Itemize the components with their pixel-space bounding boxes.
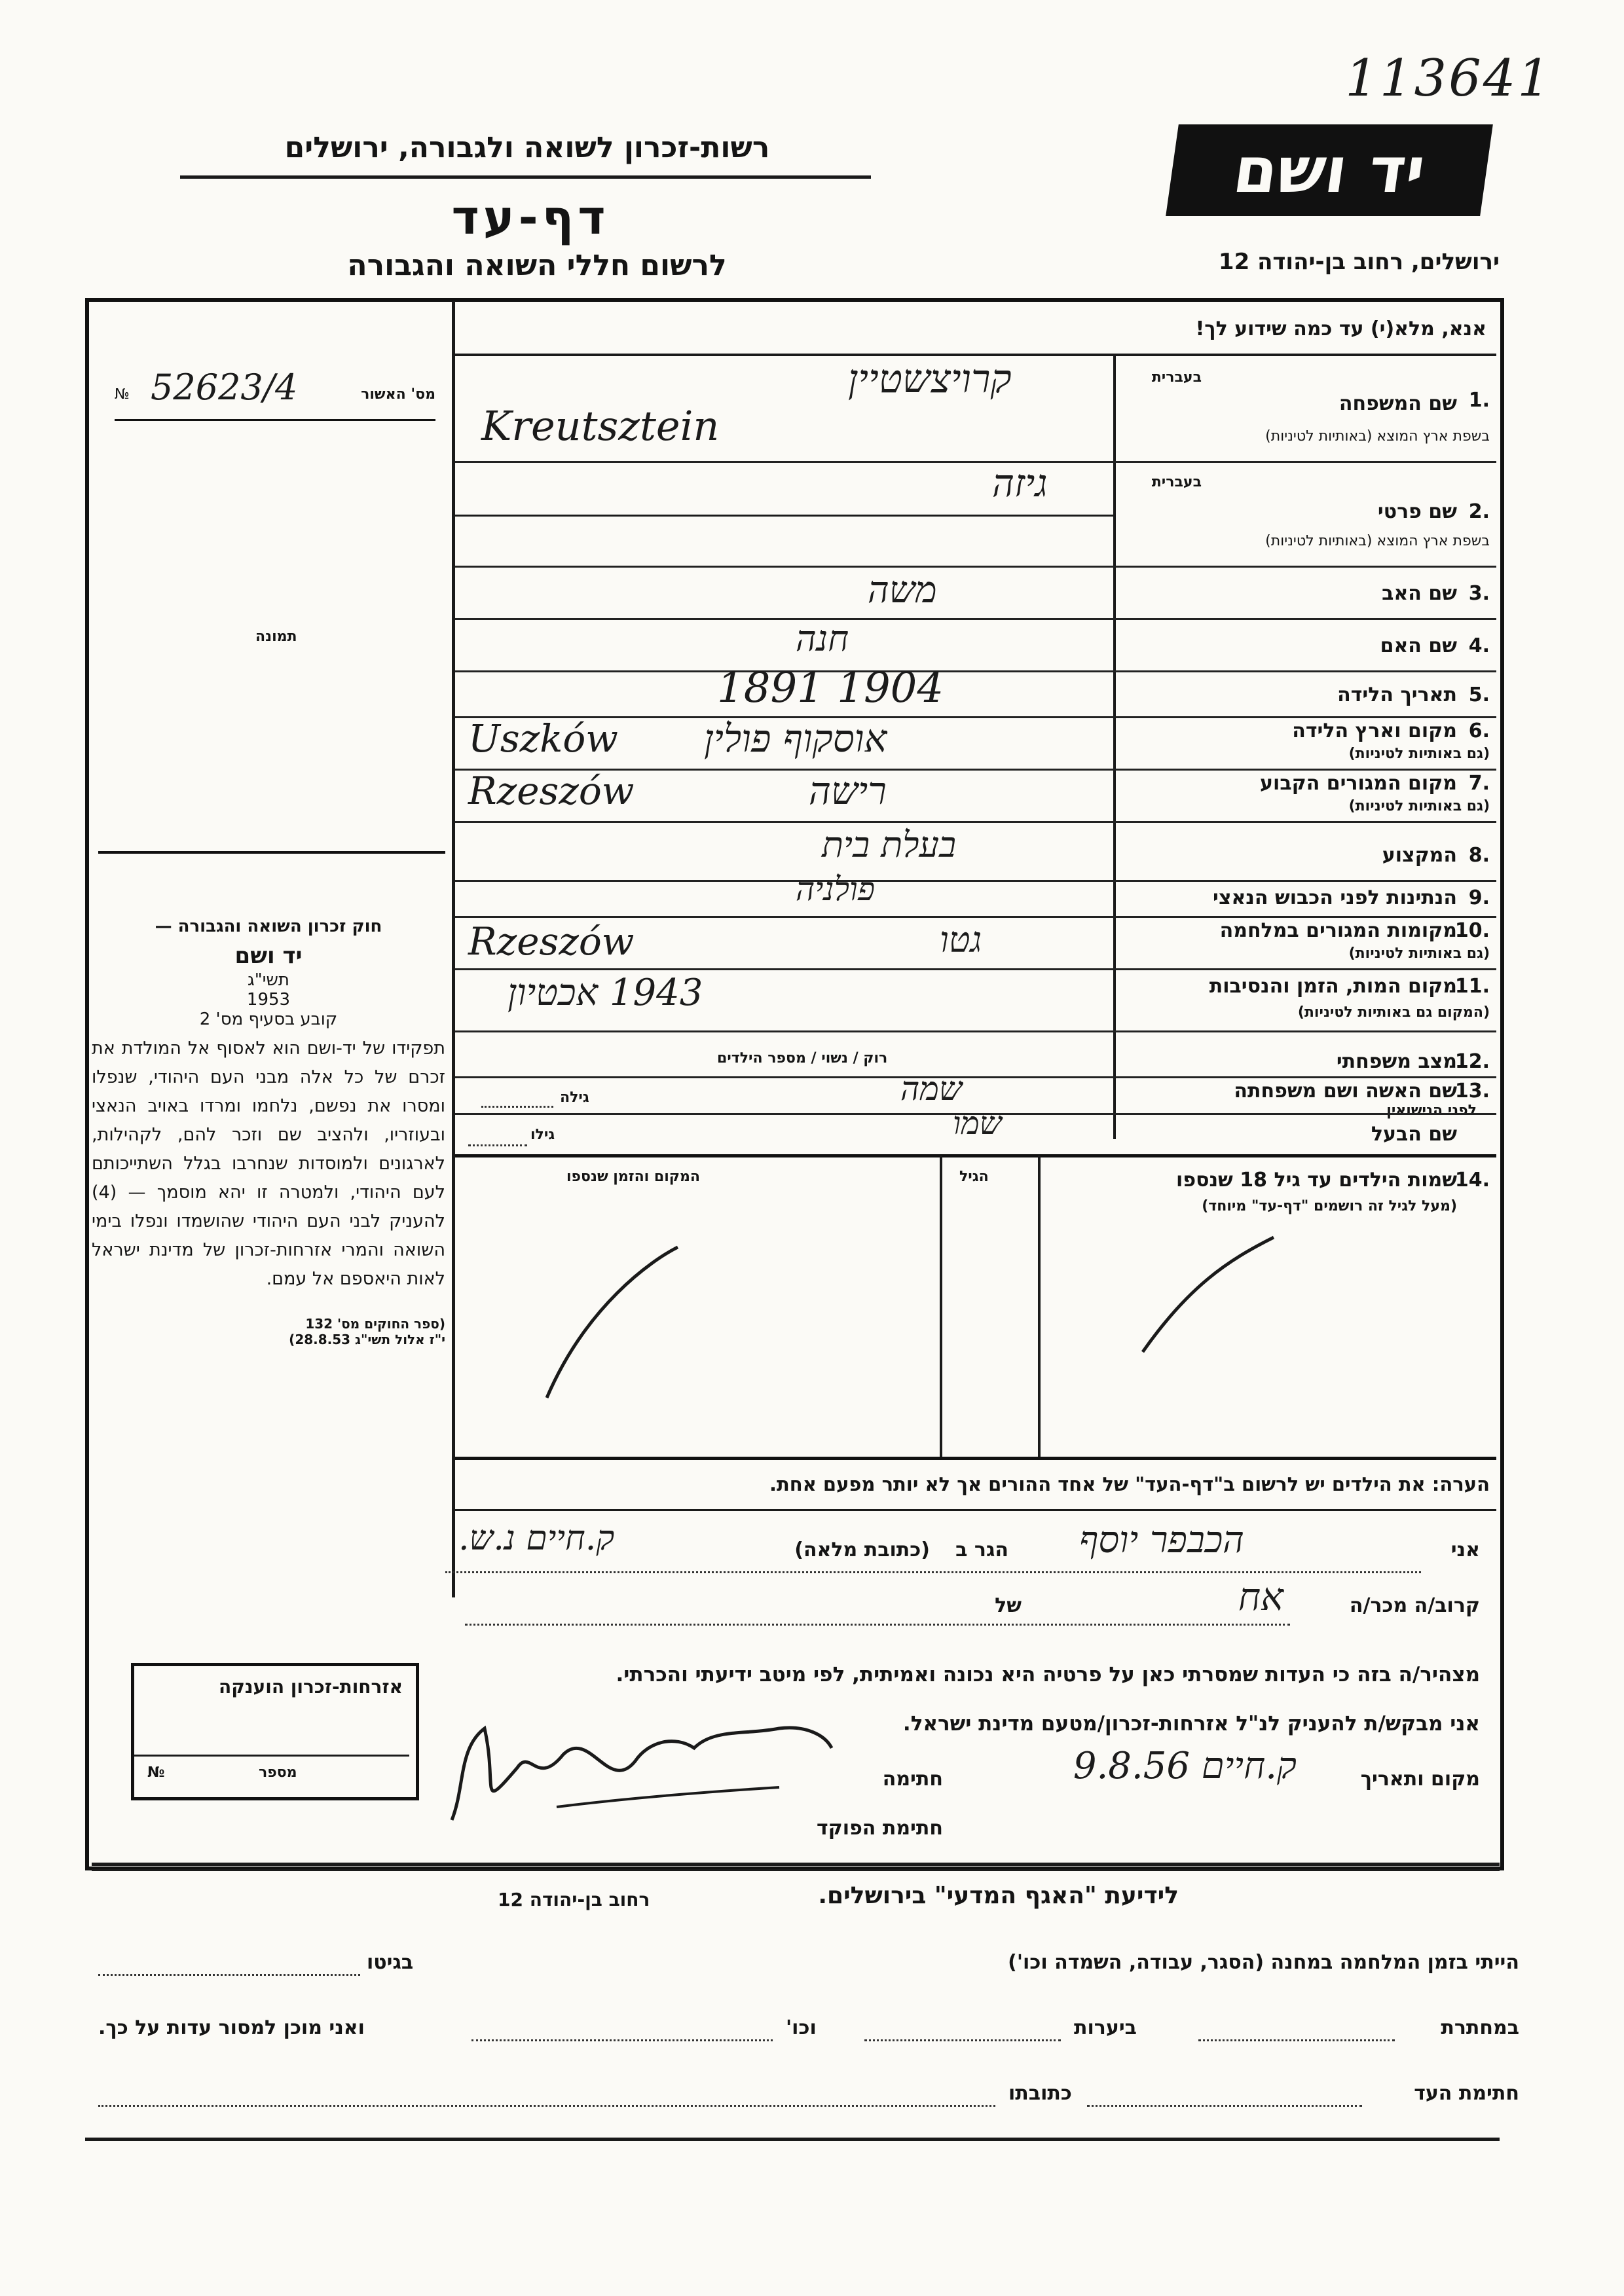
- declaration-section: [92, 1512, 1493, 1859]
- photo-box: [98, 432, 445, 854]
- certificate-box: [131, 1663, 419, 1800]
- footer-line2-end: ואני מוכן למסור עדות על כך.: [98, 2016, 365, 2039]
- law-date: י"ז אלול תשי"ג 28.8.53): [289, 1332, 445, 1347]
- children-label: שמות הילדים עד גיל 18 שנספו: [1176, 1169, 1457, 1192]
- field-row-3: [455, 566, 1496, 620]
- declaration-name: הכבפר יוסף: [1079, 1519, 1244, 1561]
- registration-label: מס' האשור: [361, 386, 435, 403]
- field-8-label: המקצוע: [1382, 844, 1457, 867]
- field-13-value: שמה: [900, 1070, 963, 1108]
- certificate-title: אזרחות-זכרון הוענקה: [219, 1676, 403, 1698]
- intro-text: אנא, מלא(י) עד כמה שידוע לך!: [1195, 318, 1486, 340]
- witness-signature: [439, 1709, 845, 1833]
- field-7-sub: (גם באותיות לטיניות): [1348, 798, 1490, 814]
- logo-text: יד ושם: [1228, 134, 1430, 207]
- registration-prefix: №: [115, 386, 130, 403]
- field-1-value: קרויצשטיין: [848, 356, 1012, 402]
- children-sub: (מעל לגיל זה רושמים "דף-עד" מיוחד): [1202, 1198, 1457, 1214]
- children-strike-marks: [455, 1156, 1496, 1457]
- field-13-sub: לפני הנישואין: [1386, 1102, 1477, 1119]
- field-12-options: רוק / נשוי / מספר הילדים: [717, 1050, 888, 1066]
- law-body: תפקידו של יד-ושם הוא לאסוף אל המולדת את זכרם של כל אלה מבני העם היהודי, שנפלו ומסרו את נפשם, נלחמו ומרדו באויב הנאצי ובעוזריו, ולהציב שם וזכר להם, לקהילות, לארגונים ולמוסדות שנחרבו בגלל השתייכותם לעם היהודי, ולמטרה זו יהא מוסמך — (4) להעניק לבני העם היהודי שהושמדו ונפלו בימי השואה והמרי אזרחות-זכרון של מדינת ישראל לאות היאספם אל עמם.: [92, 1038, 445, 1289]
- field-8-value: בעלת בית: [822, 824, 957, 866]
- field-7-value-latin: Rzeszów: [468, 769, 635, 813]
- declaration-resides: הגר ב: [955, 1539, 1008, 1561]
- header-rule: [180, 175, 871, 179]
- footer-line2-dots-b: [864, 2039, 1061, 2041]
- archive-number: 113641: [1345, 49, 1552, 108]
- footer-address: רחוב בן-יהודה 12: [498, 1889, 650, 1910]
- declaration-relation-dots: [465, 1624, 1290, 1626]
- photo-label: תמונה: [255, 629, 297, 645]
- field-13-num: 13.: [1454, 1080, 1490, 1102]
- declaration-address-value: ק.חיים נ.ש.: [458, 1519, 615, 1558]
- form-subtitle: לרשום חללי השואה והגבורה: [347, 249, 727, 282]
- field-10-sub: (גם באותיות לטיניות): [1348, 945, 1490, 962]
- husband-age-label: גילו: [530, 1127, 555, 1143]
- field-10-num: 10.: [1454, 919, 1490, 942]
- footer-line3-dots-a: [1087, 2105, 1362, 2107]
- header-address: ירושלים, רחוב בן-יהודה 12: [1218, 249, 1500, 275]
- husband-label: שם הבעל: [1371, 1123, 1457, 1146]
- officer-signature-label: חתימת הפוקד: [817, 1817, 943, 1840]
- field-1-value-latin: Kreutsztein: [481, 402, 720, 450]
- declaration-relation-value: אח: [1238, 1575, 1283, 1619]
- field-7-value: רישה: [809, 769, 887, 813]
- field-13-age-label: גילה: [560, 1089, 589, 1106]
- footer-line1: הייתי בזמן המלחמה במחנה (הסגר, עבודה, השמדה וכו'): [1008, 1951, 1519, 1974]
- field-1-tag: בעברית: [1151, 369, 1202, 386]
- law-panel: [92, 917, 445, 1347]
- declaration-top-rule: [452, 1509, 1496, 1511]
- field-10-value: גטו: [940, 919, 982, 960]
- field-4-label: שם האם: [1380, 634, 1457, 657]
- field-5-value: 1891 1904: [717, 664, 944, 712]
- declaration-request: אני מבקש/ת להעניק לנ"ל אזרחות-זכרון/מטעם מדינת ישראל.: [902, 1712, 1480, 1736]
- declaration-ani: אני: [1450, 1539, 1480, 1561]
- footer-notice-text: לידיעת "האגף המדעי" בירושלים.: [818, 1882, 1179, 1909]
- field-row-10: [455, 916, 1496, 970]
- declaration-relation-label: קרוב/ה מכר/ה: [1349, 1594, 1480, 1617]
- footer-line2-c: וכו': [786, 2016, 817, 2039]
- law-year-heb: תשי"ג: [248, 970, 289, 990]
- field-4-num: 4.: [1468, 634, 1490, 657]
- declaration-of: של: [995, 1594, 1022, 1617]
- husband-value: שמו: [953, 1105, 1002, 1142]
- field-3-label: שם האב: [1382, 582, 1457, 605]
- field-13-age-dots: [481, 1106, 553, 1108]
- fields-area: [455, 356, 1496, 1142]
- field-12-num: 12.: [1454, 1050, 1490, 1073]
- field-6-num: 6.: [1468, 720, 1490, 742]
- registration-value: 52623/4: [151, 367, 298, 408]
- field-2-num: 2.: [1468, 500, 1490, 523]
- field-5-num: 5.: [1468, 683, 1490, 706]
- footer-line2-dots-c: [471, 2039, 773, 2041]
- children-col-age: הגיל: [959, 1169, 989, 1185]
- law-source: (ספר החוקים מס' 132: [305, 1316, 445, 1332]
- field-row-2: [455, 461, 1496, 568]
- footer-line3-dots-b: [98, 2105, 995, 2107]
- field-5-label: תאריך הלידה: [1337, 683, 1457, 706]
- field-1-num: 1.: [1468, 389, 1490, 412]
- children-table: [455, 1156, 1496, 1457]
- field-1-sub: בשפת ארץ המוצא (באותיות לטיניות): [1265, 428, 1490, 445]
- law-title: חוק זכרון השואה והגבורה —: [155, 917, 382, 936]
- field-10-label: מקומות המגורים במלחמה: [1219, 919, 1457, 942]
- law-logo: יד ושם: [234, 943, 303, 969]
- field-1-label: שם המשפחה: [1338, 392, 1457, 415]
- field-2-tag: בעברית: [1151, 474, 1202, 490]
- note-text: הערה: את הילדים יש לרשום ב"דף-העד" של אחד ההורים אך לא יותר מפעם אחת.: [769, 1473, 1490, 1495]
- footer-line1-dots: [98, 1974, 360, 1976]
- certificate-number-rule: [134, 1755, 409, 1757]
- field-2-label: שם פרטי: [1377, 500, 1457, 523]
- field-9-label: הנתינות לפני הכבוש הנאצי: [1213, 886, 1457, 909]
- certificate-prefix: №: [147, 1764, 165, 1781]
- field-row-7: [455, 769, 1496, 823]
- field-12-label: מצב משפחתי: [1336, 1050, 1457, 1073]
- footer-bottom-rule: [85, 2138, 1500, 2141]
- field-6-label: מקום וארץ הלידה: [1292, 720, 1457, 742]
- field-7-label: מקום המגורים הקבוע: [1260, 772, 1457, 795]
- authority-title: רשות-זכרון לשואה ולגבורה, ירושלים: [284, 131, 770, 164]
- form-title: דף-עד: [451, 190, 610, 245]
- field-11-value: 1943 אכטיון: [507, 972, 703, 1014]
- field-row-11: [455, 968, 1496, 1032]
- field-10-value-latin: Rzeszów: [468, 919, 635, 964]
- field-6-value-latin: Uszków: [468, 716, 618, 761]
- field-4-value: חנה: [796, 618, 849, 659]
- strike-mark-2: [1143, 1237, 1274, 1352]
- field-6-sub: (גם באותיות לטיניות): [1348, 746, 1490, 762]
- declaration-place-date-value: ק.חיים 9.8.56: [1073, 1745, 1297, 1787]
- field-13-label: שם האשה ושם משפחתה: [1234, 1080, 1457, 1102]
- field-11-num: 11.: [1454, 975, 1490, 998]
- yad-vashem-logo: [1166, 124, 1493, 216]
- note-row: [455, 1457, 1496, 1512]
- children-col-place: המקום והזמן שנספו: [566, 1169, 700, 1185]
- husband-age-dots: [468, 1144, 527, 1146]
- field-row-12: [455, 1030, 1496, 1078]
- field-row-6: [455, 716, 1496, 771]
- footer-line2-b: ביערות: [1074, 2016, 1137, 2039]
- footer-line2-dots-a: [1198, 2039, 1395, 2041]
- field-3-value: משה: [868, 569, 937, 611]
- field-2-divider: [455, 515, 1113, 517]
- declaration-place-date-label: מקום ותאריך: [1360, 1768, 1480, 1791]
- children-num: 14.: [1454, 1169, 1490, 1192]
- field-3-num: 3.: [1468, 582, 1490, 605]
- footer-line3-a: חתימת העד: [1414, 2082, 1519, 2105]
- declaration-statement: מצהיר/ה בזה כי העדות שמסרתי כאן על פרטיה היא נכונה ואמיתית, לפי מיטב ידיעתי והכרתי.: [616, 1663, 1480, 1686]
- law-section: קובע בסעיף מס' 2: [199, 1010, 338, 1029]
- law-year: 1953: [246, 990, 291, 1010]
- footer-rule-1: [92, 1863, 1500, 1866]
- field-2-value: גיזה: [992, 461, 1048, 505]
- declaration-name-dots: [445, 1571, 1421, 1573]
- declaration-signature-label: חתימה: [882, 1768, 943, 1791]
- field-row-8: [455, 821, 1496, 882]
- declaration-address-label: (כתובת מלאה): [794, 1539, 930, 1561]
- field-9-num: 9.: [1468, 886, 1490, 909]
- field-row-1: [455, 356, 1496, 463]
- strike-mark-1: [547, 1247, 678, 1398]
- field-2-sub: בשפת ארץ המוצא (באותיות לטיניות): [1265, 533, 1490, 549]
- footer-rule-2: [92, 1869, 1500, 1871]
- certificate-number-label: מספר: [259, 1764, 297, 1781]
- field-11-label: מקום המות, הזמן והנסיבות: [1209, 975, 1457, 998]
- field-row-4: [455, 618, 1496, 672]
- field-11-sub: (המקום גם באותיות לטיניות): [1297, 1004, 1490, 1021]
- footer-line3-b: כתובתו: [1008, 2082, 1072, 2105]
- field-6-value: אוסקוף פולין: [704, 716, 887, 761]
- field-row-9: [455, 870, 1496, 918]
- field-7-num: 7.: [1468, 772, 1490, 795]
- footer-line2-a: במחתרת: [1441, 2016, 1519, 2039]
- registration-box: [115, 367, 435, 421]
- footer-line1-end: בגיטו: [367, 1951, 414, 1974]
- field-8-num: 8.: [1468, 844, 1490, 867]
- field-row-5: [455, 664, 1496, 718]
- field-9-value: פולניה: [796, 870, 876, 908]
